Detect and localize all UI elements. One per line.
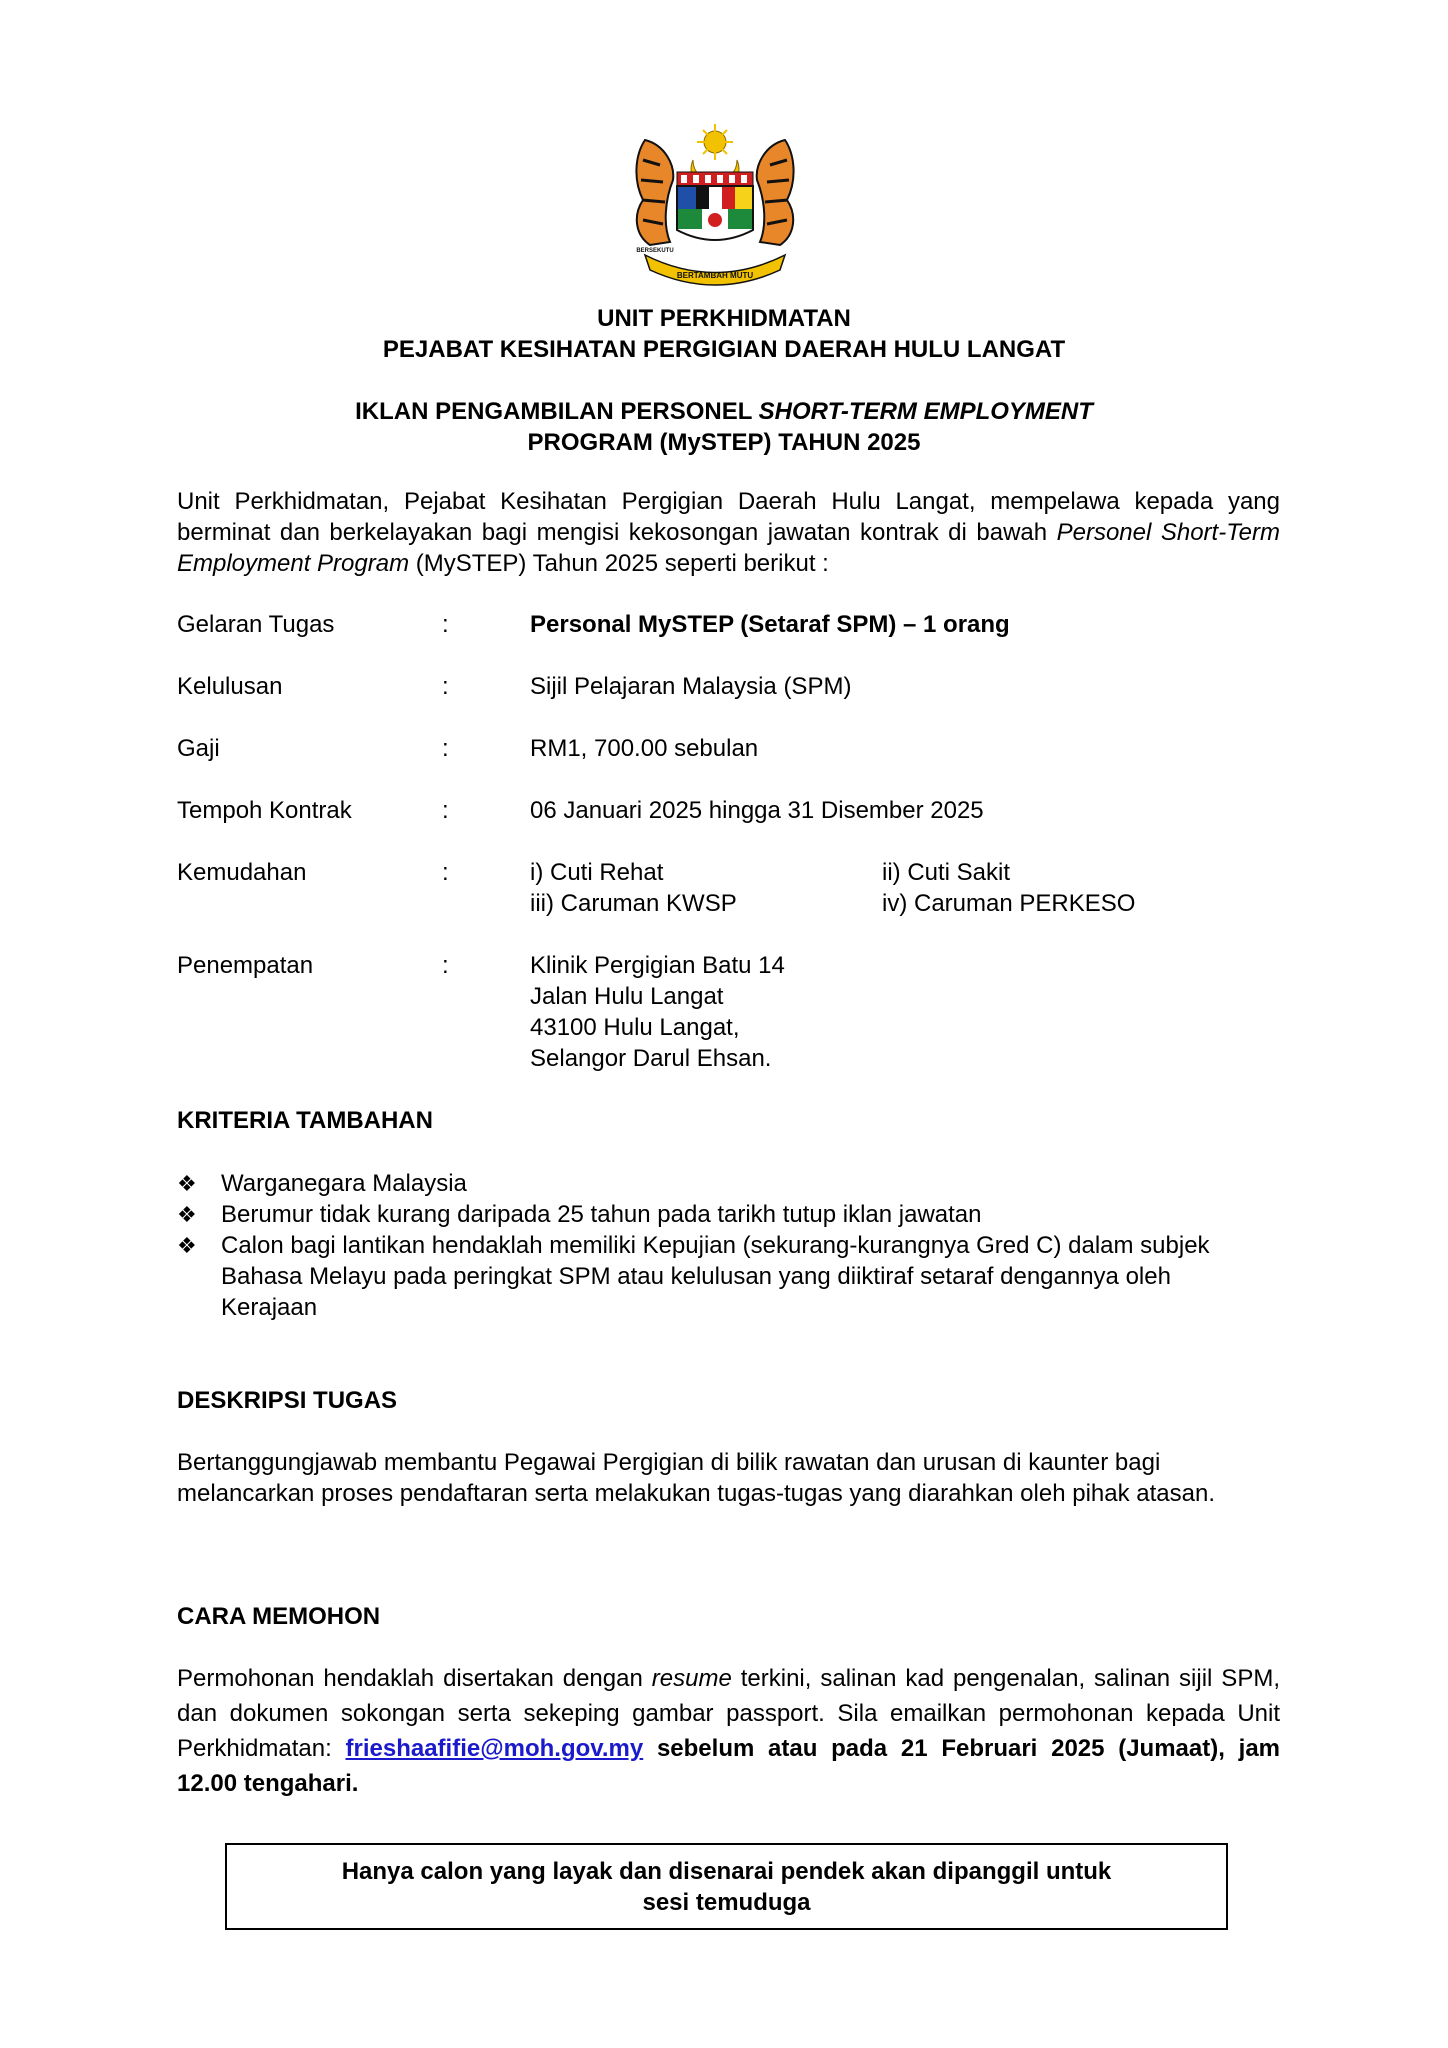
- header-line-2: PEJABAT KESIHATAN PERGIGIAN DAERAH HULU LANGAT: [382, 336, 1066, 363]
- email-link[interactable]: frieshaafifie@moh.gov.my: [345, 1735, 644, 1762]
- coat-of-arms-logo: [615, 120, 815, 290]
- intro-paragraph: Unit Perkhidmatan, Pejabat Kesihatan Pergigian Daerah Hulu Langat, mempelawa kepada yang berminat dan berkelayakan bagi mengisi kekosongan jawatan kontrak di bawah Personel Short-Term Employment Program (MySTEP) Tahun 2025 seperti berikut :: [177, 488, 1280, 577]
- detail-value: Personal MySTEP (Setaraf SPM) – 1 orang: [530, 611, 1010, 638]
- detail-colon: :: [442, 797, 449, 824]
- list-item: ❖ Berumur tidak kurang daripada 25 tahun pada tarikh tutup iklan jawatan: [177, 1201, 982, 1228]
- detail-colon: :: [442, 673, 449, 700]
- kriteria-list: [177, 1168, 1280, 1323]
- advert-title: [0, 396, 1448, 458]
- detail-colon: :: [442, 859, 449, 886]
- benefit-item: iii) Caruman KWSP: [530, 890, 737, 917]
- title-line-2: PROGRAM (MySTEP) TAHUN 2025: [527, 429, 921, 456]
- crest-motto-left: BERSEKUTU: [636, 248, 674, 254]
- tiger-left-icon: [636, 140, 673, 245]
- address-line: 43100 Hulu Langat,: [530, 1014, 740, 1041]
- deskripsi-paragraph: Bertanggungjawab membantu Pegawai Pergigian di bilik rawatan dan urusan di kaunter bagi melancarkan proses pendaftaran serta melakukan tugas-tugas yang diarahkan oleh pihak atasan.: [177, 1449, 1215, 1507]
- kriteria-heading: KRITERIA TAMBAHAN: [177, 1107, 433, 1134]
- deskripsi-heading: DESKRIPSI TUGAS: [177, 1387, 398, 1414]
- address-line: Jalan Hulu Langat: [530, 983, 724, 1010]
- title-line-1: IKLAN PENGAMBILAN PERSONEL SHORT-TERM EMPLOYMENT: [355, 398, 1093, 425]
- office-header: [0, 303, 1448, 365]
- detail-value: 06 Januari 2025 hingga 31 Disember 2025: [530, 797, 984, 824]
- list-item: ❖ Warganegara Malaysia: [177, 1170, 467, 1197]
- notice-line-1: Hanya calon yang layak dan disenarai pendek akan dipanggil untuk: [341, 1857, 1112, 1885]
- shield-icon: [677, 172, 753, 240]
- list-item: ❖ Calon bagi lantikan hendaklah memiliki Kepujian (sekurang-kurangnya Gred C) dalam subjek Bahasa Melayu pada peringkat SPM atau kelulusan yang diiktiraf setaraf dengannya oleh Kerajaan: [177, 1232, 1210, 1321]
- address-line: Klinik Pergigian Batu 14: [530, 952, 785, 979]
- diamond-bullet-icon: ❖: [177, 1233, 197, 1258]
- detail-colon: :: [442, 952, 449, 979]
- address-line: Selangor Darul Ehsan.: [530, 1045, 772, 1072]
- diamond-bullet-icon: ❖: [177, 1171, 197, 1196]
- benefit-item: ii) Cuti Sakit: [882, 859, 1011, 886]
- detail-label: Gelaran Tugas: [177, 611, 335, 638]
- notice-box: [225, 1843, 1228, 1930]
- notice-line-2: sesi temuduga: [642, 1888, 811, 1916]
- diamond-bullet-icon: ❖: [177, 1202, 197, 1227]
- cara-heading: CARA MEMOHON: [177, 1603, 381, 1630]
- deadline-text: sebelum atau pada 21 Februari 2025 (Jumaat), jam 12.00 tengahari.: [177, 1735, 1281, 1797]
- detail-label: Penempatan: [177, 952, 314, 979]
- header-line-1: UNIT PERKHIDMATAN: [597, 305, 851, 332]
- detail-colon: :: [442, 735, 449, 762]
- detail-label: Kemudahan: [177, 859, 307, 886]
- benefit-item: i) Cuti Rehat: [530, 859, 664, 886]
- benefit-item: iv) Caruman PERKESO: [882, 890, 1136, 917]
- tiger-right-icon: [757, 140, 794, 245]
- address-block: [530, 950, 785, 1074]
- detail-value: RM1, 700.00 sebulan: [530, 735, 759, 762]
- detail-label: Kelulusan: [177, 673, 283, 700]
- crest-motto: BERTAMBAH MUTU: [676, 271, 754, 280]
- detail-value: Sijil Pelajaran Malaysia (SPM): [530, 673, 852, 700]
- detail-label: Gaji: [177, 735, 220, 762]
- detail-label: Tempoh Kontrak: [177, 797, 352, 824]
- cara-paragraph: Permohonan hendaklah disertakan dengan resume terkini, salinan kad pengenalan, salinan sijil SPM, dan dokumen sokongan serta sekeping gambar passport. Sila emailkan permohonan kepada Unit Perkhidmatan: frieshaafifie@moh.gov.my sebelum atau pada 21 Februari 2025 (Jumaat), jam 12.00 tengahari.: [177, 1665, 1281, 1797]
- detail-colon: :: [442, 611, 449, 638]
